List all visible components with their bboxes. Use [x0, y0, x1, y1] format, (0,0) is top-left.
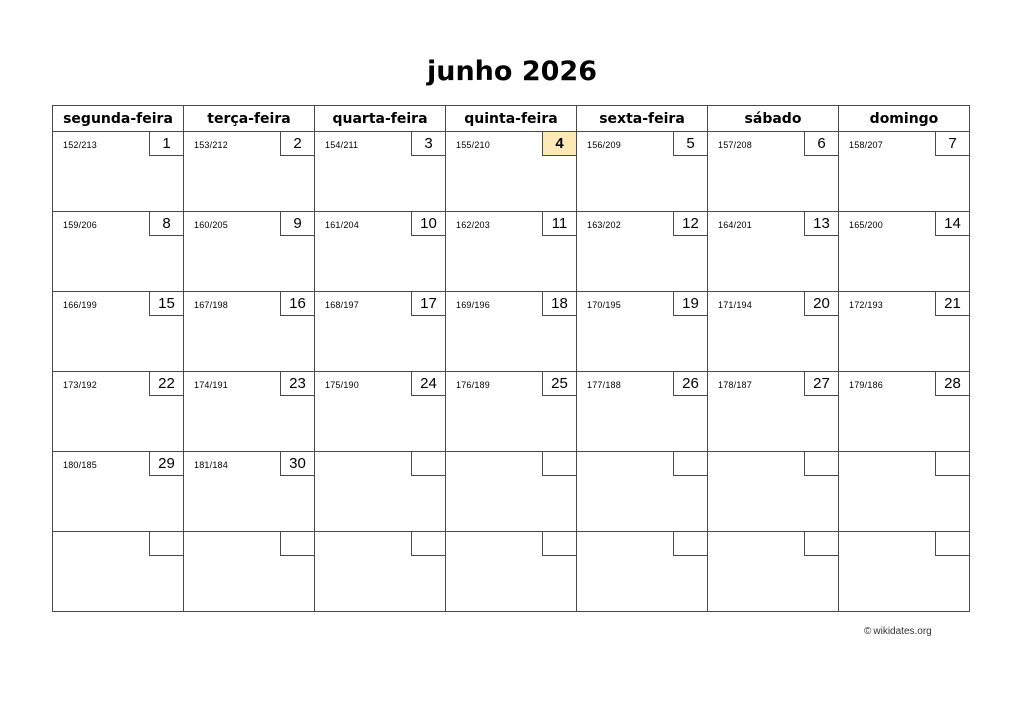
week-row — [53, 452, 970, 532]
day-number: 28 — [935, 372, 969, 396]
day-cell-content — [53, 452, 183, 531]
day-cell — [53, 212, 184, 292]
day-cell-content — [184, 212, 314, 291]
day-cell — [708, 132, 839, 212]
day-cell — [708, 212, 839, 292]
day-cell-content — [315, 372, 445, 451]
day-number: 10 — [411, 212, 445, 236]
day-of-year-label: 154/211 — [325, 140, 359, 150]
day-cell-content — [839, 212, 969, 291]
day-of-year-label: 158/207 — [849, 140, 883, 150]
day-of-year-label: 166/199 — [63, 300, 97, 310]
day-cell — [184, 452, 315, 532]
day-cell-content — [184, 292, 314, 371]
day-cell-content — [577, 452, 707, 531]
day-cell — [53, 532, 184, 612]
day-cell — [839, 532, 970, 612]
day-number — [280, 532, 314, 556]
day-cell-content — [315, 532, 445, 611]
day-number: 13 — [804, 212, 838, 236]
week-row — [53, 212, 970, 292]
day-cell — [53, 372, 184, 452]
day-of-year-label: 155/210 — [456, 140, 490, 150]
page-title: junho 2026 — [426, 56, 597, 87]
day-number: 3 — [411, 132, 445, 156]
day-of-year-label: 175/190 — [325, 380, 359, 390]
day-cell-content — [315, 132, 445, 211]
day-cell — [446, 452, 577, 532]
day-cell — [708, 292, 839, 372]
day-cell — [577, 212, 708, 292]
day-number: 14 — [935, 212, 969, 236]
day-of-year-label: 178/187 — [718, 380, 752, 390]
day-cell — [53, 452, 184, 532]
week-row — [53, 532, 970, 612]
day-number: 30 — [280, 452, 314, 476]
day-number — [935, 532, 969, 556]
day-cell-content — [446, 212, 576, 291]
day-of-year-label: 177/188 — [587, 380, 621, 390]
day-cell-content — [577, 132, 707, 211]
day-cell-content — [708, 372, 838, 451]
calendar-grid — [52, 105, 970, 612]
day-cell-content — [446, 292, 576, 371]
day-cell — [315, 372, 446, 452]
day-cell — [446, 212, 577, 292]
day-number: 27 — [804, 372, 838, 396]
day-cell-content — [708, 132, 838, 211]
day-number: 24 — [411, 372, 445, 396]
day-number: 2 — [280, 132, 314, 156]
weekday-header: segunda-feira — [53, 106, 184, 132]
day-cell — [184, 132, 315, 212]
day-number — [804, 452, 838, 476]
day-cell — [708, 452, 839, 532]
day-of-year-label: 181/184 — [194, 460, 228, 470]
day-number: 17 — [411, 292, 445, 316]
day-number: 22 — [149, 372, 183, 396]
week-row — [53, 292, 970, 372]
day-number: 9 — [280, 212, 314, 236]
day-of-year-label: 179/186 — [849, 380, 883, 390]
weekday-header: domingo — [839, 106, 970, 132]
weekday-header: terça-feira — [184, 106, 315, 132]
day-cell — [184, 532, 315, 612]
day-number: 26 — [673, 372, 707, 396]
day-number — [804, 532, 838, 556]
day-cell-content — [839, 452, 969, 531]
day-number: 12 — [673, 212, 707, 236]
day-of-year-label: 163/202 — [587, 220, 621, 230]
day-of-year-label: 180/185 — [63, 460, 97, 470]
day-number: 8 — [149, 212, 183, 236]
day-cell-content — [708, 212, 838, 291]
day-of-year-label: 157/208 — [718, 140, 752, 150]
day-cell-content — [184, 452, 314, 531]
day-cell — [53, 132, 184, 212]
day-cell-content — [839, 292, 969, 371]
day-number: 5 — [673, 132, 707, 156]
day-number-today: 4 — [542, 132, 576, 156]
day-number: 19 — [673, 292, 707, 316]
day-cell-content — [315, 292, 445, 371]
day-cell — [839, 452, 970, 532]
day-cell — [184, 292, 315, 372]
day-cell-content — [446, 132, 576, 211]
weekday-header: quinta-feira — [446, 106, 577, 132]
day-cell-content — [446, 452, 576, 531]
day-cell — [446, 132, 577, 212]
day-number: 25 — [542, 372, 576, 396]
day-number — [149, 532, 183, 556]
day-cell — [839, 372, 970, 452]
day-of-year-label: 171/194 — [718, 300, 752, 310]
day-cell — [708, 372, 839, 452]
day-of-year-label: 172/193 — [849, 300, 883, 310]
day-of-year-label: 160/205 — [194, 220, 228, 230]
day-number: 18 — [542, 292, 576, 316]
day-cell-content — [708, 452, 838, 531]
day-cell — [315, 452, 446, 532]
day-cell-content — [184, 532, 314, 611]
day-cell-content — [577, 212, 707, 291]
day-number: 6 — [804, 132, 838, 156]
weekday-header: sábado — [708, 106, 839, 132]
day-number: 29 — [149, 452, 183, 476]
day-number: 20 — [804, 292, 838, 316]
day-cell — [577, 532, 708, 612]
day-cell — [446, 372, 577, 452]
day-of-year-label: 169/196 — [456, 300, 490, 310]
weekday-header: sexta-feira — [577, 106, 708, 132]
day-cell-content — [53, 212, 183, 291]
day-number: 7 — [935, 132, 969, 156]
day-cell — [53, 292, 184, 372]
day-cell — [839, 132, 970, 212]
day-cell — [184, 372, 315, 452]
day-cell — [708, 532, 839, 612]
day-number: 23 — [280, 372, 314, 396]
day-of-year-label: 153/212 — [194, 140, 228, 150]
day-cell — [577, 452, 708, 532]
week-row — [53, 132, 970, 212]
day-cell-content — [708, 292, 838, 371]
day-cell — [839, 292, 970, 372]
week-row — [53, 372, 970, 452]
day-of-year-label: 161/204 — [325, 220, 359, 230]
day-number: 1 — [149, 132, 183, 156]
day-cell-content — [446, 372, 576, 451]
day-number — [673, 532, 707, 556]
day-number — [411, 452, 445, 476]
day-number: 21 — [935, 292, 969, 316]
day-cell-content — [708, 532, 838, 611]
day-number — [542, 532, 576, 556]
credit-text: wikidates.org — [873, 626, 932, 637]
day-cell-content — [315, 212, 445, 291]
weekday-header: quarta-feira — [315, 106, 446, 132]
day-cell-content — [839, 372, 969, 451]
day-cell-content — [577, 292, 707, 371]
day-of-year-label: 164/201 — [718, 220, 752, 230]
day-cell — [315, 212, 446, 292]
day-cell-content — [315, 452, 445, 531]
day-cell — [839, 212, 970, 292]
day-of-year-label: 152/213 — [63, 140, 97, 150]
day-number: 11 — [542, 212, 576, 236]
day-cell-content — [53, 532, 183, 611]
day-of-year-label: 156/209 — [587, 140, 621, 150]
day-number — [542, 452, 576, 476]
day-cell — [446, 292, 577, 372]
day-cell — [315, 292, 446, 372]
weekday-header-row — [53, 106, 970, 132]
day-cell — [315, 532, 446, 612]
day-of-year-label: 168/197 — [325, 300, 359, 310]
day-cell-content — [446, 532, 576, 611]
day-number — [935, 452, 969, 476]
day-cell-content — [839, 132, 969, 211]
day-number: 15 — [149, 292, 183, 316]
day-of-year-label: 162/203 — [456, 220, 490, 230]
day-number: 16 — [280, 292, 314, 316]
day-cell — [315, 132, 446, 212]
day-of-year-label: 159/206 — [63, 220, 97, 230]
day-of-year-label: 176/189 — [456, 380, 490, 390]
day-cell-content — [184, 372, 314, 451]
day-cell-content — [53, 292, 183, 371]
day-cell-content — [577, 532, 707, 611]
day-cell-content — [577, 372, 707, 451]
day-cell — [577, 292, 708, 372]
day-number — [673, 452, 707, 476]
day-cell — [184, 212, 315, 292]
day-cell-content — [53, 132, 183, 211]
day-cell-content — [184, 132, 314, 211]
day-cell — [577, 372, 708, 452]
day-of-year-label: 170/195 — [587, 300, 621, 310]
day-cell-content — [53, 372, 183, 451]
day-of-year-label: 173/192 — [63, 380, 97, 390]
day-cell-content — [839, 532, 969, 611]
copyright-icon: © — [864, 626, 872, 637]
day-cell — [446, 532, 577, 612]
day-of-year-label: 165/200 — [849, 220, 883, 230]
day-of-year-label: 167/198 — [194, 300, 228, 310]
day-of-year-label: 174/191 — [194, 380, 228, 390]
copyright-credit — [864, 626, 932, 637]
day-number — [411, 532, 445, 556]
day-cell — [577, 132, 708, 212]
